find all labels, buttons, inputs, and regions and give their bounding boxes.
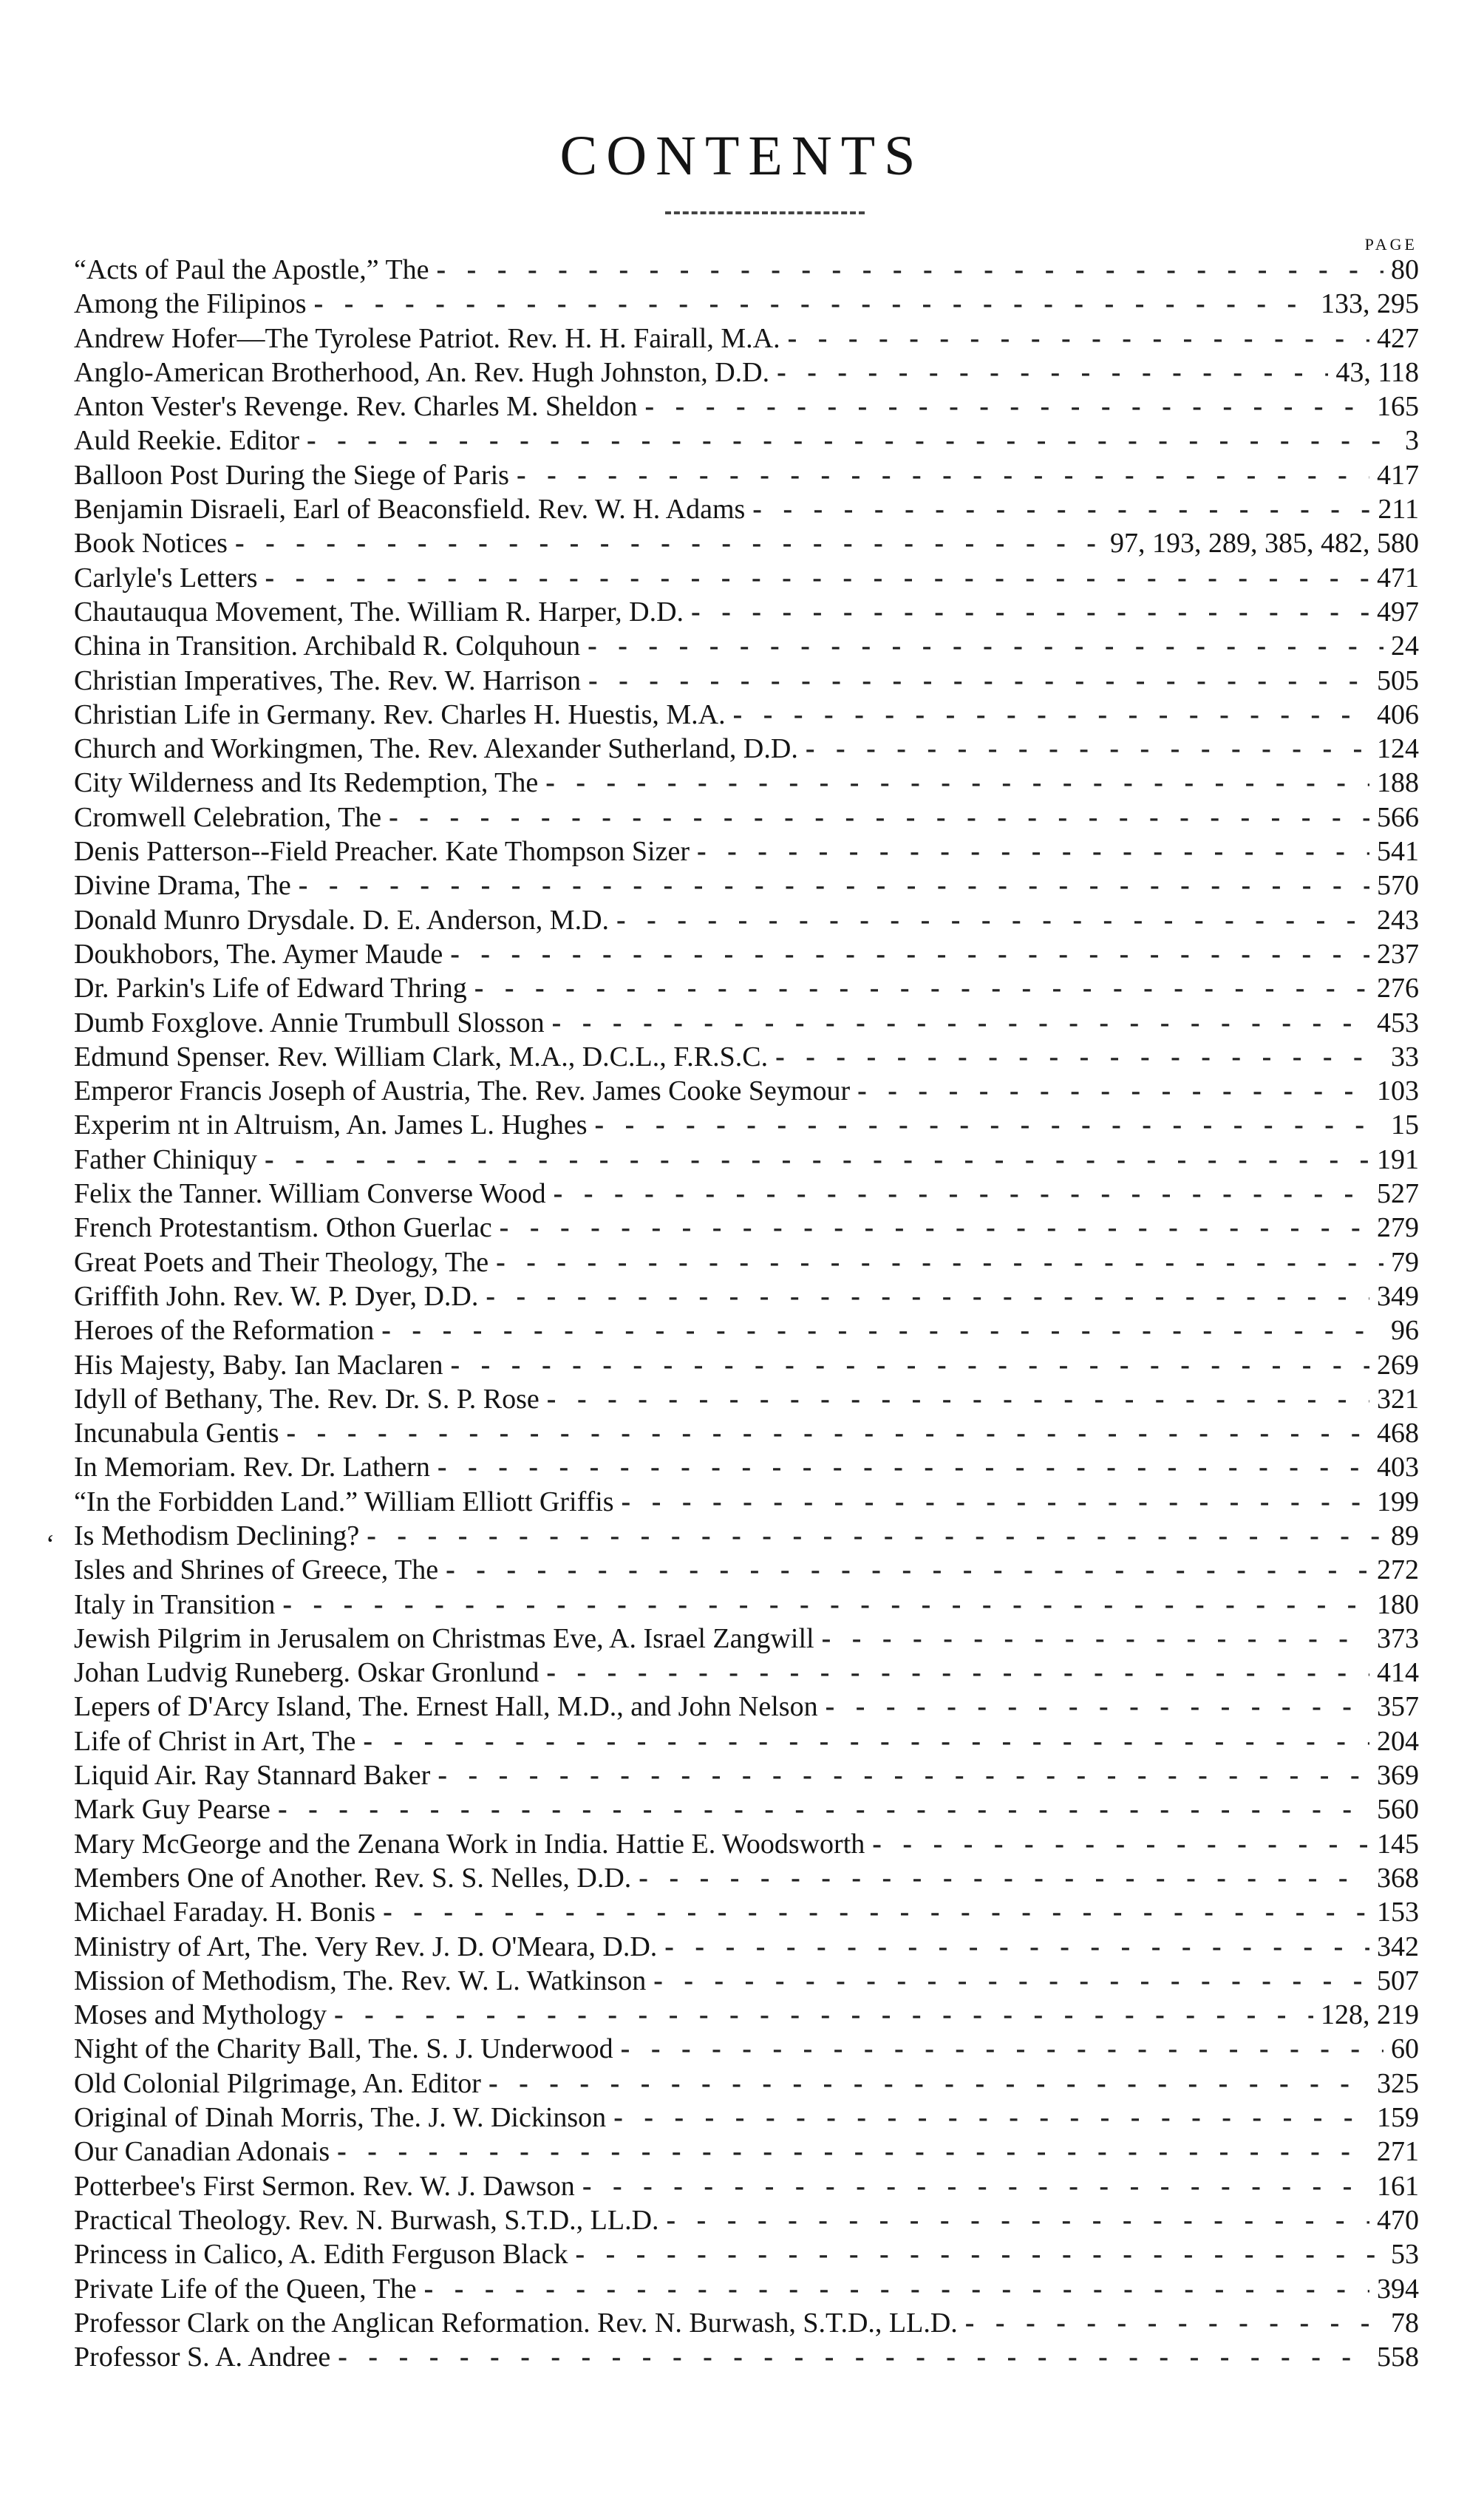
entry-title: Doukhobors, The. Aymer Maude: [74, 938, 443, 970]
title-rule: [665, 211, 865, 214]
dot-leader: [582, 2169, 1369, 2203]
dot-leader: [314, 287, 1313, 321]
dot-leader: [667, 2203, 1369, 2237]
contents-entry: [74, 868, 1419, 902]
dot-leader: [622, 1485, 1369, 1519]
dot-leader: [500, 1211, 1369, 1245]
dot-leader: [621, 2032, 1383, 2066]
contents-entry: [74, 458, 1419, 492]
entry-title: Italy in Transition: [74, 1588, 276, 1620]
contents-entry: [74, 1313, 1419, 1347]
entry-page: 78: [1391, 2307, 1419, 2339]
entry-title: Donald Munro Drysdale. D. E. Anderson, M.D.: [74, 904, 610, 936]
contents-entry: [74, 253, 1419, 287]
entry-page: 468: [1377, 1418, 1419, 1449]
entry-title: Christian Imperatives, The. Rev. W. Harrison: [74, 664, 581, 696]
contents-entry: [74, 834, 1419, 868]
entry-title: Dr. Parkin's Life of Edward Thring: [74, 973, 467, 1004]
entry-page: 124: [1377, 733, 1419, 765]
contents-entry: [74, 800, 1419, 834]
entry-title: Mary McGeorge and the Zenana Work in India. Hattie E. Woodsworth: [74, 1828, 865, 1860]
entry-title: Life of Christ in Art, The: [74, 1725, 356, 1757]
dot-leader: [595, 1108, 1383, 1142]
contents-entry: [74, 732, 1419, 766]
contents-entry: [74, 1519, 1419, 1553]
dot-leader: [588, 664, 1369, 698]
dot-leader: [265, 561, 1369, 595]
dot-leader: [437, 253, 1383, 287]
entry-page: 471: [1377, 562, 1419, 594]
entry-title: “In the Forbidden Land.” William Elliott Griffis: [74, 1486, 614, 1517]
page-title: CONTENTS: [559, 125, 925, 187]
contents-entry: [74, 1177, 1419, 1211]
contents-entry: [74, 492, 1419, 526]
contents-entry: [74, 1690, 1419, 1724]
contents-entry: [74, 1006, 1419, 1040]
contents-entry: [74, 1245, 1419, 1279]
entry-title: Ministry of Art, The. Very Rev. J. D. O'Meara, D.D.: [74, 1931, 658, 1962]
entry-page: 276: [1377, 973, 1419, 1004]
entry-title: Mark Guy Pearse: [74, 1794, 270, 1826]
dot-leader: [788, 322, 1369, 356]
entry-page: 53: [1391, 2239, 1419, 2271]
contents-entry: [74, 561, 1419, 595]
entry-title: Balloon Post During the Siege of Paris: [74, 459, 509, 491]
dot-leader: [653, 1964, 1369, 1998]
entry-page: 269: [1377, 1349, 1419, 1381]
entry-page: 161: [1377, 2170, 1419, 2202]
entry-title: Jewish Pilgrim in Jerusalem on Christmas Eve, A. Israel Zangwill: [74, 1622, 814, 1654]
contents-entry: [74, 1622, 1419, 1656]
entry-title: Private Life of the Queen, The: [74, 2273, 417, 2305]
entry-page: 60: [1391, 2033, 1419, 2065]
entry-title: Night of the Charity Ball, The. S. J. Underwood: [74, 2033, 613, 2065]
entry-title: Heroes of the Reformation: [74, 1315, 375, 1347]
contents-entry: [74, 629, 1419, 663]
contents-entry: [74, 1108, 1419, 1142]
dot-leader: [438, 1450, 1369, 1484]
entry-page: 369: [1377, 1760, 1419, 1792]
contents-entry: [74, 1724, 1419, 1758]
entry-page: 279: [1377, 1212, 1419, 1244]
entry-title: Divine Drama, The: [74, 870, 291, 902]
contents-entry: [74, 595, 1419, 629]
dot-leader: [613, 2101, 1369, 2135]
entry-page: 3: [1405, 425, 1419, 457]
entry-title: China in Transition. Archibald R. Colquhoun: [74, 630, 581, 662]
entry-title: Among the Filipinos: [74, 288, 307, 320]
dot-leader: [806, 732, 1369, 766]
contents-entry: [74, 664, 1419, 698]
dot-leader: [383, 1895, 1369, 1929]
entry-page: 321: [1377, 1383, 1419, 1415]
contents-entry: [74, 2272, 1419, 2306]
dot-leader: [546, 1656, 1369, 1690]
dot-leader: [337, 2135, 1369, 2169]
entry-title: Professor S. A. Andree: [74, 2342, 331, 2373]
entry-page: 145: [1377, 1828, 1419, 1860]
entry-title: Members One of Another. Rev. S. S. Nelles, D.D.: [74, 1862, 632, 1894]
entry-page: 505: [1377, 664, 1419, 696]
entry-page: 188: [1377, 767, 1419, 799]
contents-entry: [74, 1964, 1419, 1998]
entry-page: 237: [1377, 938, 1419, 970]
entry-title: Felix the Tanner. William Converse Wood: [74, 1178, 546, 1210]
entry-page: 211: [1378, 494, 1419, 526]
contents-list: [74, 253, 1419, 2374]
contents-entry: [74, 2169, 1419, 2203]
entry-title: Christian Life in Germany. Rev. Charles H. Huestis, M.A.: [74, 698, 726, 730]
entry-page: 342: [1377, 1931, 1419, 1962]
entry-title: In Memoriam. Rev. Dr. Lathern: [74, 1452, 430, 1483]
entry-title: Princess in Calico, A. Edith Ferguson Black: [74, 2239, 568, 2271]
contents-entry: [74, 903, 1419, 937]
entry-page: 497: [1377, 596, 1419, 628]
entry-title: Original of Dinah Morris, The. J. W. Dickinson: [74, 2102, 607, 2134]
contents-entry: [74, 1758, 1419, 1792]
contents-entry: [74, 287, 1419, 321]
entry-title: City Wilderness and Its Redemption, The: [74, 767, 539, 799]
dot-leader: [235, 526, 1103, 560]
entry-title: Incunabula Gentis: [74, 1418, 279, 1449]
contents-entry: [74, 2237, 1419, 2271]
entry-page: 103: [1377, 1075, 1419, 1107]
dot-leader: [282, 1588, 1369, 1622]
entry-page: 368: [1377, 1862, 1419, 1894]
entry-title: Griffith John. Rev. W. P. Dyer, D.D.: [74, 1280, 479, 1312]
entry-page: 191: [1377, 1143, 1419, 1175]
entry-page: 373: [1377, 1622, 1419, 1654]
entry-page: 560: [1377, 1794, 1419, 1826]
dot-leader: [367, 1519, 1383, 1553]
entry-page: 128, 219: [1321, 1999, 1419, 2031]
entry-title: Carlyle's Letters: [74, 562, 258, 594]
entry-page: 470: [1377, 2204, 1419, 2236]
entry-title: Benjamin Disraeli, Earl of Beaconsfield. Rev. W. H. Adams: [74, 494, 746, 526]
entry-page: 566: [1377, 801, 1419, 833]
entry-page: 453: [1377, 1007, 1419, 1038]
contents-entry: [74, 356, 1419, 390]
contents-entry: [74, 1416, 1419, 1450]
dot-leader: [450, 1348, 1369, 1382]
entry-page: 96: [1391, 1315, 1419, 1347]
dot-leader: [338, 2340, 1369, 2374]
entry-title: Dumb Foxglove. Annie Trumbull Slosson: [74, 1007, 545, 1038]
entry-page: 558: [1377, 2342, 1419, 2373]
entry-title: Practical Theology. Rev. N. Burwash, S.T.D., LL.D.: [74, 2204, 659, 2236]
contents-entry: [74, 766, 1419, 800]
contents-entry: [74, 1895, 1419, 1929]
entry-title: Great Poets and Their Theology, The: [74, 1246, 489, 1278]
contents-entry: [74, 1382, 1419, 1416]
entry-page: 199: [1377, 1486, 1419, 1517]
dot-leader: [278, 1792, 1369, 1826]
entry-page: 570: [1377, 870, 1419, 902]
contents-entry: [74, 2340, 1419, 2374]
entry-page: 243: [1377, 904, 1419, 936]
dot-leader: [664, 1930, 1369, 1964]
entry-page: 527: [1377, 1178, 1419, 1210]
entry-title: Denis Patterson--Field Preacher. Kate Thompson Sizer: [74, 836, 690, 868]
entry-page: 24: [1391, 630, 1419, 662]
entry-title: Auld Reekie. Editor: [74, 425, 299, 457]
entry-page: 357: [1377, 1691, 1419, 1723]
contents-entry: [74, 2032, 1419, 2066]
entry-title: Book Notices: [74, 528, 228, 560]
entry-title: Father Chiniquy: [74, 1143, 258, 1175]
entry-page: 15: [1391, 1109, 1419, 1141]
contents-entry: [74, 390, 1419, 424]
contents-entry: [74, 1348, 1419, 1382]
dot-leader: [545, 766, 1369, 800]
entry-page: 271: [1377, 2136, 1419, 2168]
entry-title: Mission of Methodism, The. Rev. W. L. Watkinson: [74, 1965, 647, 1996]
dot-leader: [299, 868, 1369, 902]
entry-title: Andrew Hofer—The Tyrolese Patriot. Rev. H. H. Fairall, M.A.: [74, 322, 780, 354]
contents-entry: [74, 1930, 1419, 1964]
dot-leader: [639, 1861, 1369, 1895]
entry-title: Our Canadian Adonais: [74, 2136, 330, 2168]
entry-page: 417: [1377, 459, 1419, 491]
dot-leader: [752, 492, 1370, 526]
entry-page: 165: [1377, 391, 1419, 423]
dot-leader: [588, 629, 1383, 663]
entry-page: 133, 295: [1321, 288, 1419, 320]
dot-leader: [547, 1382, 1369, 1416]
entry-title: Professor Clark on the Anglican Reformation. Rev. N. Burwash, S.T.D., LL.D.: [74, 2307, 958, 2339]
dot-leader: [489, 2067, 1369, 2101]
contents-entry: [74, 1827, 1419, 1861]
entry-title: Isles and Shrines of Greece, The: [74, 1554, 439, 1586]
contents-entry: [74, 1143, 1419, 1177]
margin-mark: ʻ: [46, 1529, 55, 1559]
entry-title: Is Methodism Declining?: [74, 1520, 360, 1551]
entry-page: 272: [1377, 1554, 1419, 1586]
contents-entry: [74, 1074, 1419, 1108]
dot-leader: [775, 1040, 1383, 1074]
contents-entry: [74, 2101, 1419, 2135]
contents-entry: [74, 1450, 1419, 1484]
contents-entry: [74, 424, 1419, 458]
entry-title: Emperor Francis Joseph of Austria, The. Rev. James Cooke Seymour: [74, 1075, 851, 1107]
dot-leader: [554, 1177, 1369, 1211]
dot-leader: [474, 971, 1369, 1005]
dot-leader: [697, 834, 1369, 868]
contents-entry: [74, 2135, 1419, 2169]
entry-page: 507: [1377, 1965, 1419, 1996]
contents-entry: [74, 1553, 1419, 1587]
entry-page: 414: [1377, 1657, 1419, 1689]
entry-title: Johan Ludvig Runeberg. Oskar Gronlund: [74, 1657, 540, 1689]
contents-entry: [74, 2203, 1419, 2237]
entry-page: 403: [1377, 1452, 1419, 1483]
entry-title: His Majesty, Baby. Ian Maclaren: [74, 1349, 443, 1381]
dot-leader: [307, 424, 1398, 458]
dot-leader: [645, 390, 1369, 424]
contents-entry: [74, 937, 1419, 971]
dot-leader: [575, 2237, 1383, 2271]
dot-leader: [450, 937, 1369, 971]
entry-title: Anton Vester's Revenge. Rev. Charles M. Sheldon: [74, 391, 638, 423]
contents-entry: [74, 1040, 1419, 1074]
dot-leader: [486, 1279, 1369, 1313]
contents-entry: [74, 322, 1419, 356]
dot-leader: [872, 1827, 1369, 1861]
contents-entry: [74, 1656, 1419, 1690]
contents-entry: [74, 1998, 1419, 2032]
entry-title: “Acts of Paul the Apostle,” The: [74, 254, 429, 285]
entry-page: 406: [1377, 698, 1419, 730]
dot-leader: [334, 1998, 1313, 2032]
dot-leader: [965, 2306, 1383, 2340]
entry-page: 153: [1377, 1897, 1419, 1928]
contents-entry: [74, 2067, 1419, 2101]
entry-page: 79: [1391, 1246, 1419, 1278]
entry-title: Idyll of Bethany, The. Rev. Dr. S. P. Rose: [74, 1383, 540, 1415]
contents-entry: [74, 526, 1419, 560]
entry-page: 325: [1377, 2067, 1419, 2099]
entry-title: Potterbee's First Sermon. Rev. W. J. Dawson: [74, 2170, 575, 2202]
dot-leader: [552, 1006, 1369, 1040]
entry-title: Edmund Spenser. Rev. William Clark, M.A., D.C.L., F.R.S.C.: [74, 1041, 769, 1072]
entry-page: 80: [1391, 254, 1419, 285]
dot-leader: [777, 356, 1328, 390]
entry-title: Lepers of D'Arcy Island, The. Ernest Hall, M.D., and John Nelson: [74, 1691, 818, 1723]
contents-entry: [74, 1861, 1419, 1895]
entry-page: 427: [1377, 322, 1419, 354]
dot-leader: [826, 1690, 1369, 1724]
dot-leader: [287, 1416, 1369, 1450]
dot-leader: [424, 2272, 1369, 2306]
contents-entry: [74, 1279, 1419, 1313]
entry-title: Old Colonial Pilgrimage, An. Editor: [74, 2067, 481, 2099]
entry-title: Chautauqua Movement, The. William R. Harper, D.D.: [74, 596, 684, 628]
dot-leader: [389, 800, 1369, 834]
entry-title: Experim nt in Altruism, An. James L. Hughes: [74, 1109, 588, 1141]
dot-leader: [381, 1313, 1383, 1347]
dot-leader: [446, 1553, 1369, 1587]
contents-entry: [74, 971, 1419, 1005]
entry-page: 33: [1391, 1041, 1419, 1072]
entry-title: Moses and Mythology: [74, 1999, 327, 2031]
entry-title: Church and Workingmen, The. Rev. Alexander Sutherland, D.D.: [74, 733, 798, 765]
dot-leader: [363, 1724, 1369, 1758]
entry-title: Michael Faraday. H. Bonis: [74, 1897, 376, 1928]
entry-page: 541: [1377, 836, 1419, 868]
entry-title: Liquid Air. Ray Stannard Baker: [74, 1760, 431, 1792]
entry-page: 204: [1377, 1725, 1419, 1757]
dot-leader: [691, 595, 1369, 629]
entry-page: 180: [1377, 1588, 1419, 1620]
entry-page: 349: [1377, 1280, 1419, 1312]
entry-page: 394: [1377, 2273, 1419, 2305]
contents-entry: [74, 698, 1419, 732]
dot-leader: [438, 1758, 1369, 1792]
contents-entry: [74, 1485, 1419, 1519]
entry-page: 89: [1391, 1520, 1419, 1551]
entry-page: 43, 118: [1335, 356, 1419, 388]
contents-entry: [74, 1211, 1419, 1245]
contents-entry: [74, 2306, 1419, 2340]
entry-title: Anglo-American Brotherhood, An. Rev. Hugh Johnston, D.D.: [74, 356, 770, 388]
dot-leader: [517, 458, 1369, 492]
contents-entry: [74, 1792, 1419, 1826]
entry-page: 97, 193, 289, 385, 482, 580: [1110, 528, 1419, 560]
entry-title: French Protestantism. Othon Guerlac: [74, 1212, 492, 1244]
entry-title: Cromwell Celebration, The: [74, 801, 382, 833]
dot-leader: [265, 1143, 1369, 1177]
entry-page: 159: [1377, 2102, 1419, 2134]
dot-leader: [733, 698, 1369, 732]
page-column-heading: PAGE: [1364, 235, 1417, 254]
dot-leader: [496, 1245, 1383, 1279]
dot-leader: [616, 903, 1369, 937]
dot-leader: [857, 1074, 1369, 1108]
contents-entry: [74, 1588, 1419, 1622]
dot-leader: [822, 1622, 1369, 1656]
